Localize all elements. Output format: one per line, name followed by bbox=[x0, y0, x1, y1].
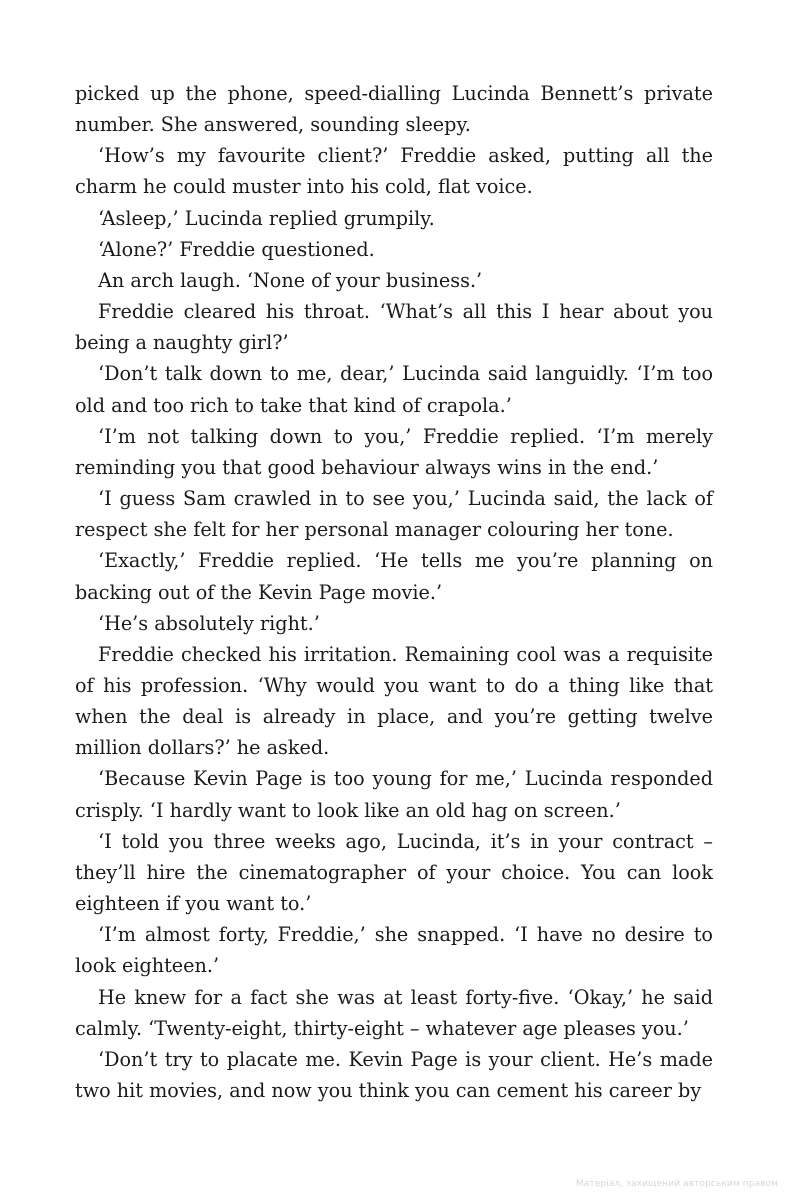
paragraph-16: He knew for a fact she was at least forty-five. ‘Okay,’ he said calmly. ‘Twenty-eight, thirty-eight – whatever age pleases you.’ bbox=[75, 985, 713, 1040]
paragraph-8: ‘I’m not talking down to you,’ Freddie replied. ‘I’m merely reminding you that good behaviour always wins in the end.’ bbox=[75, 424, 713, 479]
copyright-watermark: Матеріал, захищений авторським правом bbox=[575, 1179, 778, 1189]
paragraph-1: picked up the phone, speed-dialling Lucinda Bennett’s private number. She answered, sounding sleepy. bbox=[75, 82, 713, 137]
paragraph-12: Freddie checked his irritation. Remaining cool was a requisite of his profession. ‘Why would you want to do a thing like that when the deal is already in place, and you’re getting twelve million dollars?’ he asked. bbox=[75, 642, 713, 760]
paragraph-14: ‘I told you three weeks ago, Lucinda, it’s in your contract – they’ll hire the cinematographer of your choice. You can look eighteen if you want to.’ bbox=[75, 829, 713, 916]
paragraph-3: ‘Asleep,’ Lucinda replied grumpily. bbox=[98, 206, 435, 230]
paragraph-13: ‘Because Kevin Page is too young for me,’ Lucinda responded crisply. ‘I hardly want to look like an old hag on screen.’ bbox=[75, 767, 713, 822]
paragraph-5: An arch laugh. ‘None of your business.’ bbox=[98, 268, 483, 292]
paragraph-10: ‘Exactly,’ Freddie replied. ‘He tells me you’re planning on backing out of the Kevin Page movie.’ bbox=[75, 549, 713, 604]
paragraph-6: Freddie cleared his throat. ‘What’s all this I hear about you being a naughty girl?’ bbox=[75, 300, 713, 355]
paragraph-11: ‘He’s absolutely right.’ bbox=[98, 611, 320, 635]
paragraph-17: ‘Don’t try to placate me. Kevin Page is your client. He’s made two hit movies, and now you think you can cement his career by bbox=[75, 1047, 713, 1102]
paragraph-15: ‘I’m almost forty, Freddie,’ she snapped. ‘I have no desire to look eighteen.’ bbox=[75, 923, 713, 978]
paragraph-2: ‘How’s my favourite client?’ Freddie asked, putting all the charm he could muster into his cold, flat voice. bbox=[75, 144, 713, 199]
paragraph-9: ‘I guess Sam crawled in to see you,’ Lucinda said, the lack of respect she felt for her personal manager colouring her tone. bbox=[75, 487, 713, 542]
page-body bbox=[75, 78, 713, 1106]
paragraph-7: ‘Don’t talk down to me, dear,’ Lucinda said languidly. ‘I’m too old and too rich to take that kind of crapola.’ bbox=[75, 362, 713, 417]
paragraph-4: ‘Alone?’ Freddie questioned. bbox=[98, 237, 375, 261]
